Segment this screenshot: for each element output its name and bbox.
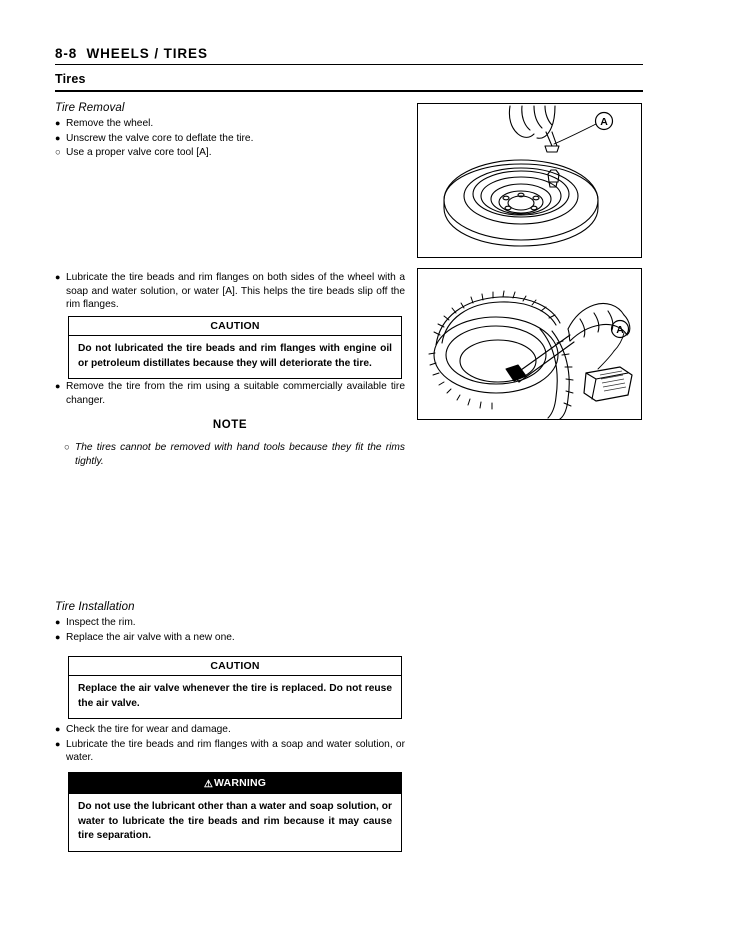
- list-item: [55, 738, 405, 765]
- list-item-text: Lubricate the tire beads and rim flanges on both sides of the wheel with a soap and water solution, or water [A]. This helps the tire beads slip off the rim flanges.: [66, 272, 405, 311]
- filled-bullet-icon: ●: [55, 132, 61, 143]
- list-item-text: Check the tire for wear and damage.: [66, 724, 231, 735]
- caution-title: CAUTION: [69, 317, 401, 336]
- tire-valve-core-drawing: [418, 104, 641, 257]
- note-heading: NOTE: [212, 419, 248, 431]
- list-item: [55, 380, 405, 407]
- list-item-text: Use a proper valve core tool [A].: [66, 147, 212, 159]
- caution-body: Replace the air valve whenever the tire is replaced. Do not reuse the air valve.: [78, 683, 392, 709]
- list-item-text: Inspect the rim.: [66, 617, 136, 628]
- tire-installation-block: [55, 600, 405, 644]
- list-item-text: Replace the air valve with a new one.: [66, 631, 235, 643]
- caution-box-2: [68, 656, 402, 719]
- warning-body: Do not use the lubricant other than a water and soap solution, or water to lubricate the tire beads and rim because it may cause tire separation.: [78, 801, 392, 841]
- warning-title: WARNING: [214, 777, 267, 789]
- caution-box-1: [68, 316, 402, 379]
- list-item-text: Lubricate the tire beads and rim flanges with a soap and water solution, or water.: [66, 738, 405, 764]
- list-item: [55, 271, 405, 312]
- figure-callout-a: A: [616, 324, 624, 336]
- list-item-text: Remove the wheel.: [66, 118, 154, 129]
- installation-checks-block: [55, 722, 405, 765]
- list-item: [55, 117, 405, 131]
- list-item: [55, 616, 405, 630]
- tire-removal-heading: Tire Removal: [55, 102, 125, 114]
- filled-bullet-icon: ●: [55, 118, 61, 128]
- tire-valve-core-figure: [417, 103, 642, 258]
- filled-bullet-icon: ●: [55, 738, 61, 749]
- filled-bullet-icon: ●: [55, 724, 61, 734]
- remove-tire-block: [55, 379, 405, 407]
- filled-bullet-icon: ●: [55, 272, 61, 282]
- page-header: [55, 46, 643, 92]
- header-divider-bottom: [55, 90, 643, 92]
- caution-body: Do not lubricated the tire beads and rim flanges with engine oil or petroleum distillates because they will deteriorate the tire.: [78, 343, 392, 369]
- warning-title-bar: [69, 773, 401, 794]
- tire-installation-heading: Tire Installation: [55, 601, 135, 613]
- hollow-bullet-icon: ○: [55, 147, 61, 159]
- page-title: 8-8 WHEELS / TIRES: [55, 46, 208, 61]
- tire-removal-block: [55, 101, 405, 160]
- section-heading: Tires: [55, 72, 86, 86]
- list-item: [55, 132, 405, 146]
- list-item-text: Remove the tire from the rim using a suitable commercially available tire changer.: [66, 381, 405, 406]
- filled-bullet-icon: ●: [55, 617, 61, 627]
- note-item: [64, 441, 405, 468]
- note-block: [64, 440, 405, 468]
- warning-triangle-icon: ⚠: [203, 779, 213, 790]
- lubricate-block: [55, 270, 405, 312]
- warning-box-1: [68, 772, 402, 852]
- hollow-bullet-icon: ○: [64, 442, 70, 453]
- figure-callout-a: A: [600, 116, 608, 128]
- list-item: [55, 723, 405, 737]
- caution-title: CAUTION: [69, 657, 401, 676]
- filled-bullet-icon: ●: [55, 381, 61, 391]
- tire-bead-lubrication-drawing: [418, 269, 641, 419]
- list-item: [55, 146, 405, 160]
- list-item-text: Unscrew the valve core to deflate the tire.: [66, 132, 254, 144]
- note-item-text: The tires cannot be removed with hand tools because they fit the rims tightly.: [75, 442, 405, 467]
- filled-bullet-icon: ●: [55, 631, 61, 642]
- list-item: [55, 631, 405, 645]
- header-divider-top: [55, 64, 643, 65]
- tire-bead-lubrication-figure: [417, 268, 642, 420]
